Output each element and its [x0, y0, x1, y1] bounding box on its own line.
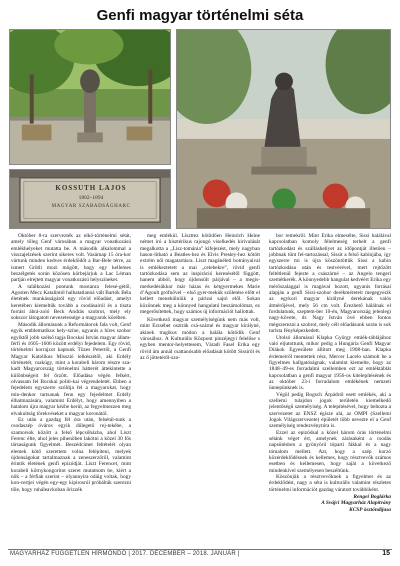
paragraph: Ez után a gazdag fél óra után, felsétál-tunk a csodaszép óváros egyik dűlegető rej-tekébe, a szamorsok között a felső lépcsőházba, ahol Liszt Ferenc élte, ahol jeles pihenőben lakótni a közel 30 fős társaságunk figyelmét. Beszédcímet feltételét olyan elemek kötő szerettem volna felépíteni, melyek újdonságokat tartalmaznak a zeneszerzőről, valamint érintik életének genfi epizódját. Liszt Ferencet, mint korabeli környkongoritot szeret mutatnom be, kiért a nők – a férfiak szerint – olyannyira odáig voltak, hogy kon-certjei végén egy-egy kipirosról próbálták szerezni tőle, hogy ruháleavkoban őrizzék [11, 416, 131, 493]
footer-separator: | [237, 551, 240, 557]
footer-divider [8, 549, 392, 550]
paragraph: bor remekről. Mint Erika elmesélte, Sissi halálával kapcsolatban komoly félelmeség terhelt a genfi tartózkodást és szállásheliyet az időpontját illetően – jobbnak tűnt fel-tartozással, Sissit a felső kabinjába, így egyszerre mi is újra köszöntöttük Sissi a kabin tartózkodása után és testvérével, mert rejtőzött feltétlenül fejezte a császárné – az Angelo tengeri szemétkerék. A könnyedebb hangulat kedvéért Erika egy mérőszalaggal is magával bozott, ugyanis forrásai alapján a genfi Sissi-szobor derékméreteit megegyezik az egykori magyar királyné derekának valós átmérőjével, mely 56 cm volt. Érezhető hálálnak el fordulatunk, szeptem-ber 10-én, Magyarország jelenlegi nagy-követe, dr. Nagy István övé ebben fontos mégszerezni a szobrot, mely célt előadásunk során is sok turista fényképezkedett. [269, 233, 391, 335]
footer-separator: | [128, 551, 131, 557]
paragraph: Utolsó állomásul Klapka György emlék-táblájához való eljutottunk, mikor pedig a Hungária Genfi Magyar Diákok Egyesülete állított meg 1908-ban. Klapka érdemeiről mentettek rész, Mercer Lacelo számolt be a figyelmes hallgatóságnak, valamint kiemelte, hogy az 1848–49-es forradalmi szellemben ezt az emléktáblát kapcsolatban a genfi magyar 1956-os kitelepítésének és az október 23-i forradalom emlékének nemzeti ünnepünknek is. [269, 334, 391, 392]
author-organization: A Svájci Magyarház Alapítvány [321, 500, 391, 507]
footer [10, 551, 390, 557]
article-body [11, 233, 391, 546]
photo-memorial-plaque [9, 169, 171, 229]
publication-name: MAGYARHÁZ FÜGGETLEN HÍRMONDÓ [10, 551, 127, 557]
paragraph: Végül pedig Bogsch Árpádról esett emlékés, aki a szellemi tulajdon jogok területén kiemelkedő jelentőségű személyiség. A telepítésével, hogy behozta a szervezetet az ENSZ égisze alá, az OMPI (Szellemi Jogok Világszervezete) épületét több nevezte el a Genf személyiség rendezvénytóra is. [269, 391, 391, 430]
author-role: KCSP ösztöndíjasa [349, 506, 391, 513]
paragraph: Következő magyar személyiségünk nem más volt, mint Erzsébet osztrák csá-szárné és magyar királyné, akinek tragikus módon a halála kötődik Genf városához. A Kulturális Központ pinzéjegyi felelőse s egyben mentor-helyettesem, Váradi Fasel Erika egy rövid ám annál csattanósabb előadását kötött Sissiről és az ő jöttetéről-szo- [140, 317, 260, 362]
author-name: Rengei Boglárka [353, 494, 391, 501]
article-column-2 [140, 317, 260, 546]
article-column-2-top [140, 233, 260, 315]
issue-date: 2017. DECEMBER – 2018. JANUÁR [132, 551, 236, 557]
article-title: Genfi magyar történelmi séta [96, 7, 304, 24]
plaque-line-3: MAGYAR SZABADSÁGHARC [51, 204, 131, 209]
paragraph: Október 8-ra szervezték az elkö-történelmi sétát, amely tőleg Genf városában a magyar vonatkozású emlékhelyeket mutatta be. A második alkalommal a visszajelzések szerint sikeres volt. Vasárnap 15 óra-kor vártunk minden kedves érdeklődőt a Bar-Bele térre, az ismert Grütli mozi mögött, hogy egy kellemes beszélgetés során közösen körbejárjuk a Lac Léman partján elrejtett magyar vonatkozású helyszíneket. [11, 233, 131, 284]
paragraph: Második állomásunk a Reformátorok fala volt, Genf egyik emblematikus hely-színe, ugyanis a híres szobor egyiktől jobb szélső tagja Bocskai István magyar állam-férfi és 1605–1606 között erdélyi fejedelem. Egy rövid, történelmi korrajzot kaptunk Tüzes Petertől, a Genfi Magyar Katolikus Misszió lelkészétől, aki Erdély történetét, csakúgy, mint a korabeli három részre sza-kadt Magyarország történelmi hátterét áttekintette a különbségeit fel őrzött. Előadása végén felkért, olvassam fel Bocskai politi-kai végrendeletét. Ebben a fejedelem egyszerre szólítja fel a magyarokat, hogy min-denkor tartsanak fenn egy fejedelmet Erdély élhatmazására, valamint Erdélyt, hogy amennyiben a hatalom újra magyar kézbe kerül, az fegyelmezzen meg elvakultság törekvéseket a magyar koronától. [11, 321, 131, 417]
paragraph: Ezzel az epizódsal a közel három órás történelmi sétánk véget ért, amelynek zárásaként a csodás napsütésben a gyönyörű tóparti fákkal és a nagy tómalom mellett. Azt, hogy a szép korzó közérdeklődésnek és kellemes, hogy résztvevők számos esetben és kellemesen, hogy saját a következő mindenkivel személyesen beszéltünk. [269, 429, 391, 474]
paragraph: A találkozási pontunk mostanra felesé-gétől, Agosten Mecz Katalintól halhatatlanná vált Bartók Béla életének munkásságáról egy rövid előadást, amelyt keretében kiemeltük tovább a csodásairól és a tiszta forrást ábrá-zoló Beck András szobrot, mely ely sokszor látogatott nevezetessége a magyarok körében. [11, 283, 131, 322]
paragraph: meg emlékül. Liszttez kötődően Heinrich Heine német író a hisztérikus rajongó viselkedés kirívalását megalkotta a „Lisz-tománia” kifejezést, mely nagyban hason-lítható a Beatles-hez és Elvis Presley-hez kötött extrém női magatartásra. Liszt magánéleti botrányaival is emlékeztetett a mai „celebekre”, rövid genfi tartózkodása sem az inspiráció keresésétől függött, hanem abból, hogy újdonsült párjával – a megis-merkedésükkor már házas és kétgyermekes Marie d’Agoult grófnővel – első gyer-mekük születése előtt el kellett menekülniük a párizsi sajtó elől. Sokan közönnek meg a könnyed hangulatú beszámolómat, ez megerősítettek, hogy számos új információt hallottak. [140, 233, 260, 315]
plaque-line-2: 1802–1894 [78, 195, 104, 201]
photo-park-bust [9, 29, 171, 165]
page-number: 15 [382, 550, 390, 557]
article-column-1 [11, 233, 131, 546]
plaque-line-1: KOSSUTH LAJOS [55, 184, 127, 192]
author-signature [269, 494, 391, 513]
article-column-3 [269, 233, 391, 546]
photo-sissi-statue [176, 29, 391, 229]
paragraph: Köszönjük a résztvevőknek a figyelmet és az érdeklődést, nagy a séta is kulturális valamint részletes történelmi információt gazdag váratott továbbiként. [269, 474, 391, 493]
